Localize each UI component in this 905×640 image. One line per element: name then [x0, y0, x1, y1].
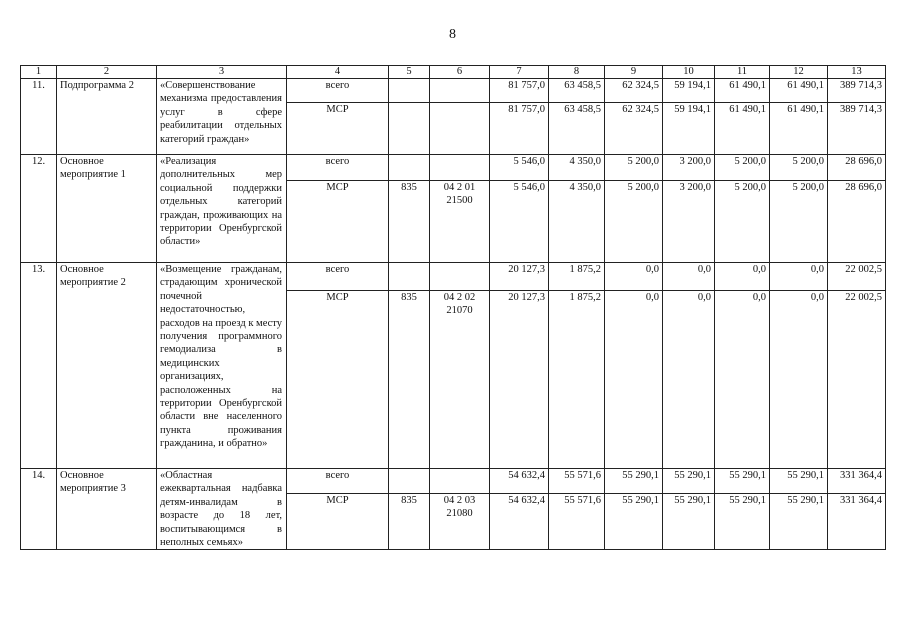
executor: всего — [287, 263, 389, 291]
program-description: «Областная ежеквартальная надбавка детям-инвалидам в возрасте до 18 лет, воспитывающимся в неполных семьях» — [157, 469, 287, 550]
column-number: 11 — [715, 66, 770, 79]
value-cell: 55 290,1 — [715, 469, 770, 494]
kbk-code: 04 2 02 21070 — [430, 291, 490, 469]
value-cell: 3 200,0 — [663, 181, 715, 263]
executor: МСР — [287, 181, 389, 263]
value-cell: 81 757,0 — [490, 79, 549, 103]
program-description: «Совершенствование механизма предоставления услуг в сфере реабилитации отдельных категорий граждан» — [157, 79, 287, 155]
grbs-code — [389, 79, 430, 103]
value-cell: 5 200,0 — [715, 181, 770, 263]
grbs-code — [389, 263, 430, 291]
program-description: «Возмещение гражданам, страдающим хронической почечной недостаточностью, расходов на проезд к месту получения программного гемодиализа в медицинских организациях, расположенных на территории Оренбургской области вне населенного пункта проживания гражданина, и обратно» — [157, 263, 287, 469]
value-cell: 1 875,2 — [549, 263, 605, 291]
total-cell: 28 696,0 — [828, 181, 886, 263]
table-row — [21, 79, 886, 103]
kbk-code — [430, 469, 490, 494]
value-cell: 55 290,1 — [770, 469, 828, 494]
value-cell: 61 490,1 — [770, 103, 828, 155]
value-cell: 5 200,0 — [605, 181, 663, 263]
value-cell: 63 458,5 — [549, 103, 605, 155]
value-cell: 55 290,1 — [715, 494, 770, 550]
row-number: 14. — [21, 469, 57, 550]
value-cell: 59 194,1 — [663, 79, 715, 103]
total-cell: 22 002,5 — [828, 291, 886, 469]
kbk-code: 04 2 01 21500 — [430, 181, 490, 263]
value-cell: 0,0 — [770, 291, 828, 469]
kbk-code — [430, 103, 490, 155]
value-cell: 61 490,1 — [770, 79, 828, 103]
value-cell: 0,0 — [663, 263, 715, 291]
value-cell: 55 290,1 — [663, 469, 715, 494]
program-description: «Реализация дополнительных мер социальной поддержки отдельных категорий граждан, проживающих на территории Оренбургской области» — [157, 155, 287, 263]
value-cell: 5 200,0 — [770, 181, 828, 263]
value-cell: 4 350,0 — [549, 181, 605, 263]
column-number: 12 — [770, 66, 828, 79]
grbs-code: 835 — [389, 181, 430, 263]
value-cell: 20 127,3 — [490, 291, 549, 469]
value-cell: 54 632,4 — [490, 469, 549, 494]
program-name: Основное мероприятие 2 — [57, 263, 157, 469]
row-number: 11. — [21, 79, 57, 155]
total-cell: 331 364,4 — [828, 469, 886, 494]
value-cell: 0,0 — [605, 291, 663, 469]
grbs-code: 835 — [389, 291, 430, 469]
total-cell: 389 714,3 — [828, 79, 886, 103]
budget-table — [20, 65, 886, 550]
value-cell: 5 200,0 — [605, 155, 663, 181]
total-cell: 22 002,5 — [828, 263, 886, 291]
total-cell: 389 714,3 — [828, 103, 886, 155]
value-cell: 5 546,0 — [490, 155, 549, 181]
value-cell: 0,0 — [663, 291, 715, 469]
executor: всего — [287, 155, 389, 181]
value-cell: 0,0 — [715, 291, 770, 469]
row-number: 13. — [21, 263, 57, 469]
value-cell: 0,0 — [770, 263, 828, 291]
value-cell: 81 757,0 — [490, 103, 549, 155]
table-row — [21, 469, 886, 494]
value-cell: 62 324,5 — [605, 79, 663, 103]
value-cell: 1 875,2 — [549, 291, 605, 469]
column-number-row — [21, 66, 886, 79]
program-name: Основное мероприятие 3 — [57, 469, 157, 550]
value-cell: 0,0 — [605, 263, 663, 291]
value-cell: 55 290,1 — [770, 494, 828, 550]
column-number: 2 — [57, 66, 157, 79]
value-cell: 55 290,1 — [663, 494, 715, 550]
table-row — [21, 155, 886, 181]
executor: всего — [287, 79, 389, 103]
value-cell: 3 200,0 — [663, 155, 715, 181]
page-number: 8 — [449, 27, 456, 42]
value-cell: 55 571,6 — [549, 469, 605, 494]
kbk-code — [430, 263, 490, 291]
column-number: 4 — [287, 66, 389, 79]
program-name: Основное мероприятие 1 — [57, 155, 157, 263]
value-cell: 61 490,1 — [715, 103, 770, 155]
value-cell: 0,0 — [715, 263, 770, 291]
value-cell: 55 290,1 — [605, 494, 663, 550]
value-cell: 5 200,0 — [715, 155, 770, 181]
grbs-code — [389, 155, 430, 181]
value-cell: 20 127,3 — [490, 263, 549, 291]
column-number: 1 — [21, 66, 57, 79]
grbs-code: 835 — [389, 494, 430, 550]
executor: всего — [287, 469, 389, 494]
value-cell: 55 571,6 — [549, 494, 605, 550]
value-cell: 59 194,1 — [663, 103, 715, 155]
grbs-code — [389, 469, 430, 494]
kbk-code — [430, 79, 490, 103]
value-cell: 54 632,4 — [490, 494, 549, 550]
total-cell: 331 364,4 — [828, 494, 886, 550]
row-number: 12. — [21, 155, 57, 263]
value-cell: 62 324,5 — [605, 103, 663, 155]
column-number: 3 — [157, 66, 287, 79]
value-cell: 5 200,0 — [770, 155, 828, 181]
grbs-code — [389, 103, 430, 155]
executor: МСР — [287, 103, 389, 155]
value-cell: 5 546,0 — [490, 181, 549, 263]
column-number: 13 — [828, 66, 886, 79]
kbk-code — [430, 155, 490, 181]
kbk-code: 04 2 03 21080 — [430, 494, 490, 550]
executor: МСР — [287, 291, 389, 469]
column-number: 10 — [663, 66, 715, 79]
value-cell: 63 458,5 — [549, 79, 605, 103]
column-number: 6 — [430, 66, 490, 79]
column-number: 5 — [389, 66, 430, 79]
table-row — [21, 263, 886, 291]
column-number: 7 — [490, 66, 549, 79]
executor: МСР — [287, 494, 389, 550]
value-cell: 55 290,1 — [605, 469, 663, 494]
column-number: 8 — [549, 66, 605, 79]
column-number: 9 — [605, 66, 663, 79]
value-cell: 61 490,1 — [715, 79, 770, 103]
program-name: Подпрограмма 2 — [57, 79, 157, 155]
value-cell: 4 350,0 — [549, 155, 605, 181]
total-cell: 28 696,0 — [828, 155, 886, 181]
